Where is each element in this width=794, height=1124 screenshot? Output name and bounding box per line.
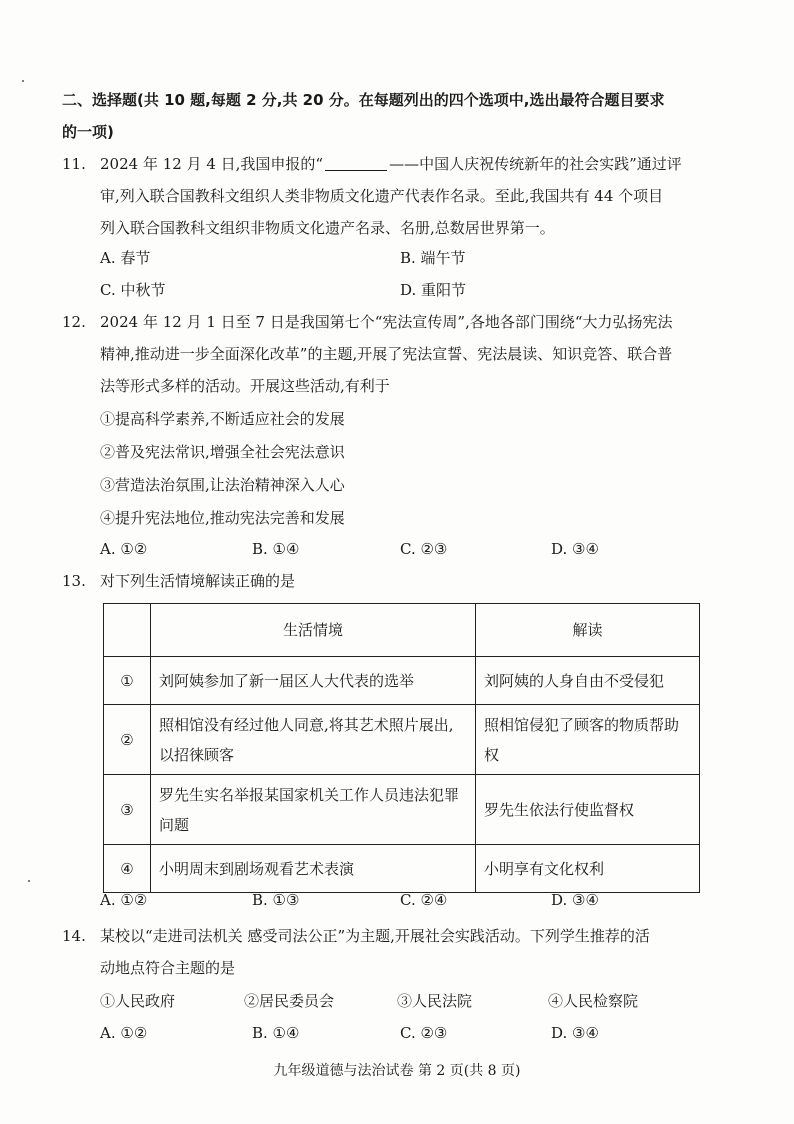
q13-option-a: A. ①②	[100, 891, 148, 909]
q12-option-c: C. ②③	[400, 540, 448, 558]
q13-table	[103, 603, 700, 893]
q12-number: 12.	[62, 313, 86, 331]
section-heading-line2: 的一项)	[62, 123, 114, 141]
q12-line1: 2024 年 12 月 1 日至 7 日是我国第七个“宪法宣传周”,各地各部门围绕“大力弘扬宪法	[100, 313, 673, 331]
q13-stem: 对下列生活情境解读正确的是	[100, 572, 296, 590]
row-reading: 小明享有文化权利	[476, 845, 700, 893]
q14-option-c: C. ②③	[400, 1024, 448, 1042]
q11-option-d: D. 重阳节	[400, 281, 467, 299]
table-header-reading: 解读	[476, 604, 700, 657]
q12-option-d: D. ③④	[551, 540, 599, 558]
q12-item-4: ④提升宪法地位,推动宪法完善和发展	[100, 509, 345, 527]
q14-option-a: A. ①②	[100, 1024, 148, 1042]
q12-item-3: ③营造法治氛围,让法治精神深入人心	[100, 476, 345, 494]
row-situation: 小明周末到剧场观看艺术表演	[151, 845, 476, 893]
row-number: ①	[104, 657, 151, 705]
row-situation: 刘阿姨参加了新一届区人大代表的选举	[151, 657, 476, 705]
table-header-row	[104, 604, 700, 657]
q13-option-c: C. ②④	[400, 891, 448, 909]
q12-line2: 精神,推动进一步全面深化改革”的主题,开展了宪法宣誓、宪法晨读、知识竞答、联合普	[100, 345, 673, 363]
q11-line1-pre: 2024 年 12 月 4 日,我国申报的“	[100, 155, 324, 173]
row-reading: 刘阿姨的人身自由不受侵犯	[476, 657, 700, 705]
table-row	[104, 775, 700, 845]
row-situation: 照相馆没有经过他人同意,将其艺术照片展出,以招徕顾客	[151, 705, 476, 775]
q14-item-2: ②居民委员会	[244, 992, 335, 1010]
row-number: ②	[104, 705, 151, 775]
table-header-blank	[104, 604, 151, 657]
q11-option-b: B. 端午节	[400, 249, 466, 267]
row-number: ③	[104, 775, 151, 845]
q14-item-4: ④人民检察院	[548, 992, 639, 1010]
q11-line1	[100, 148, 730, 180]
q13-option-b: B. ①③	[252, 891, 300, 909]
row-situation: 罗先生实名举报某国家机关工作人员违法犯罪问题	[151, 775, 476, 845]
q11-line2: 审,列入联合国教科文组织人类非物质文化遗产代表作名录。至此,我国共有 44 个项目	[100, 187, 664, 205]
table-header-situation: 生活情境	[151, 604, 476, 657]
q14-item-3: ③人民法院	[397, 992, 473, 1010]
row-number: ④	[104, 845, 151, 893]
q14-option-b: B. ①④	[252, 1024, 300, 1042]
q14-item-1: ①人民政府	[100, 992, 176, 1010]
section-heading	[62, 84, 722, 148]
q12-option-a: A. ①②	[100, 540, 148, 558]
q12-item-2: ②普及宪法常识,增强全社会宪法意识	[100, 443, 345, 461]
q14-line2: 动地点符合主题的是	[100, 959, 236, 977]
q13-option-d: D. ③④	[551, 891, 599, 909]
section-heading-line1: 二、选择题(共 10 题,每题 2 分,共 20 分。在每题列出的四个选项中,选出最符合题目要求	[62, 91, 665, 109]
row-reading: 罗先生依法行使监督权	[476, 775, 700, 845]
q14-option-d: D. ③④	[551, 1024, 599, 1042]
q11-answer-blank	[325, 155, 387, 171]
q13-number: 13.	[62, 572, 86, 590]
table-row	[104, 657, 700, 705]
table-row	[104, 705, 700, 775]
q12-line3: 法等形式多样的活动。开展这些活动,有利于	[100, 377, 390, 395]
q11-line3: 列入联合国教科文组织非物质文化遗产名录、名册,总数居世界第一。	[100, 219, 555, 237]
q11-option-a: A. 春节	[100, 249, 151, 267]
q14-line1: 某校以“走进司法机关 感受司法公正”为主题,开展社会实践活动。下列学生推荐的活	[100, 927, 650, 945]
q11-option-c: C. 中秋节	[100, 281, 166, 299]
q11-number: 11.	[62, 155, 86, 173]
scan-speck	[28, 880, 30, 882]
q14-number: 14.	[62, 927, 86, 945]
q12-item-1: ①提高科学素养,不断适应社会的发展	[100, 410, 345, 428]
q12-option-b: B. ①④	[252, 540, 300, 558]
row-reading: 照相馆侵犯了顾客的物质帮助权	[476, 705, 700, 775]
scan-speck	[22, 80, 24, 82]
q11-line1-post: ——中国人庆祝传统新年的社会实践”通过评	[389, 155, 682, 173]
page-footer: 九年级道德与法治试卷 第 2 页(共 8 页)	[273, 1063, 521, 1079]
